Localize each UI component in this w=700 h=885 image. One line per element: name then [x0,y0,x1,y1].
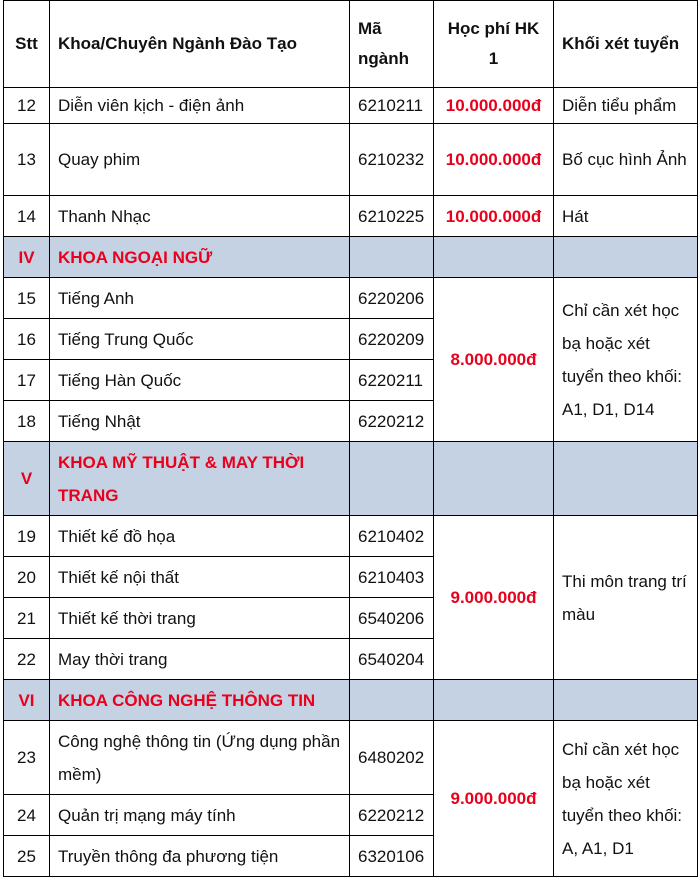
row-code: 6320106 [350,836,434,877]
row-code: 6220211 [350,360,434,401]
table-row [4,124,698,196]
row-code: 6220209 [350,319,434,360]
table-row [4,88,698,124]
row-major: Tiếng Trung Quốc [50,319,350,360]
row-major: Thanh Nhạc [50,196,350,237]
row-fee: 10.000.000đ [434,124,554,196]
row-stt: 15 [4,278,50,319]
section-empty-cell [554,442,698,516]
section-empty-cell [434,237,554,278]
row-stt: 12 [4,88,50,124]
row-stt: 21 [4,598,50,639]
row-fee: 10.000.000đ [434,88,554,124]
header-stt: Stt [4,1,50,88]
row-stt: 25 [4,836,50,877]
section-empty-cell [554,237,698,278]
row-code: 6210225 [350,196,434,237]
row-stt: 18 [4,401,50,442]
row-fee: 10.000.000đ [434,196,554,237]
row-major: Truyền thông đa phương tiện [50,836,350,877]
row-fee: 9.000.000đ [434,721,554,877]
row-major: Tiếng Hàn Quốc [50,360,350,401]
row-stt: 13 [4,124,50,196]
row-stt: 24 [4,795,50,836]
section-empty-cell [434,442,554,516]
table-row [4,721,698,795]
row-code: 6540204 [350,639,434,680]
row-stt: 16 [4,319,50,360]
row-major: Thiết kế đồ họa [50,516,350,557]
row-block: Bố cục hình Ảnh [554,124,698,196]
row-code: 6210211 [350,88,434,124]
section-number: VI [4,680,50,721]
row-code: 6220212 [350,795,434,836]
row-fee: 8.000.000đ [434,278,554,442]
section-number: V [4,442,50,516]
row-major: Tiếng Nhật [50,401,350,442]
section-empty-cell [350,237,434,278]
row-stt: 14 [4,196,50,237]
header-major: Khoa/Chuyên Ngành Đào Tạo [50,1,350,88]
row-major: Thiết kế thời trang [50,598,350,639]
row-code: 6210402 [350,516,434,557]
section-empty-cell [434,680,554,721]
section-empty-cell [554,680,698,721]
row-major: Thiết kế nội thất [50,557,350,598]
header-block: Khối xét tuyển [554,1,698,88]
row-stt: 17 [4,360,50,401]
row-major: Diễn viên kịch - điện ảnh [50,88,350,124]
section-row [4,680,698,721]
row-block: Chỉ cần xét học bạ hoặc xét tuyển theo khối: A1, D1, D14 [554,278,698,442]
section-name: KHOA NGOẠI NGỮ [50,237,350,278]
header-row [4,1,698,88]
section-empty-cell [350,442,434,516]
section-row [4,237,698,278]
table-row [4,278,698,319]
section-name: KHOA MỸ THUẬT & MAY THỜI TRANG [50,442,350,516]
section-number: IV [4,237,50,278]
section-name: KHOA CÔNG NGHỆ THÔNG TIN [50,680,350,721]
row-code: 6210232 [350,124,434,196]
row-fee: 9.000.000đ [434,516,554,680]
table-row [4,516,698,557]
row-block: Diễn tiểu phẩm [554,88,698,124]
row-major: Tiếng Anh [50,278,350,319]
row-stt: 20 [4,557,50,598]
row-code: 6220206 [350,278,434,319]
row-stt: 23 [4,721,50,795]
row-block: Chỉ cần xét học bạ hoặc xét tuyển theo khối: A, A1, D1 [554,721,698,877]
row-block: Thi môn trang trí màu [554,516,698,680]
row-major: Công nghệ thông tin (Ứng dụng phần mềm) [50,721,350,795]
row-major: Quản trị mạng máy tính [50,795,350,836]
row-stt: 19 [4,516,50,557]
row-stt: 22 [4,639,50,680]
row-code: 6210403 [350,557,434,598]
row-code: 6480202 [350,721,434,795]
row-major: May thời trang [50,639,350,680]
row-code: 6220212 [350,401,434,442]
row-code: 6540206 [350,598,434,639]
section-empty-cell [350,680,434,721]
header-code: Mã ngành [350,1,434,88]
table-row [4,196,698,237]
row-block: Hát [554,196,698,237]
section-row [4,442,698,516]
tuition-table [3,0,698,877]
header-fee: Học phí HK 1 [434,1,554,88]
row-major: Quay phim [50,124,350,196]
